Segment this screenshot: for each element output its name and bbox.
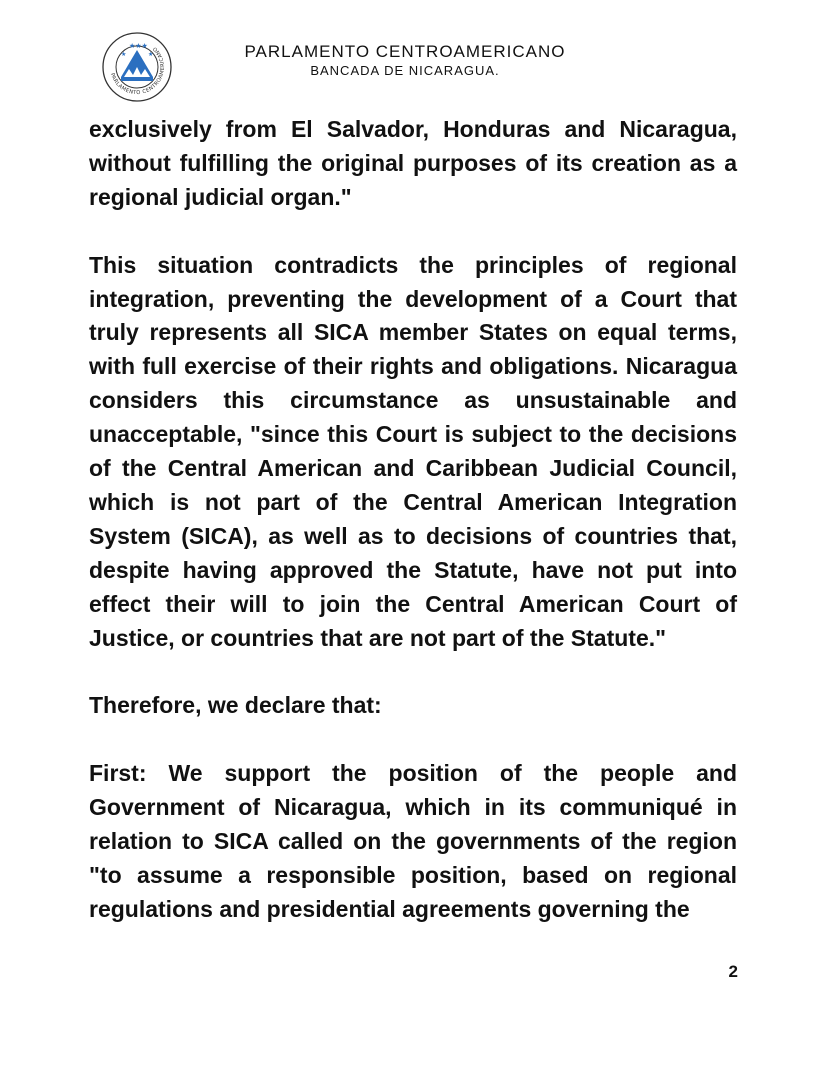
svg-text:★: ★ <box>148 51 154 58</box>
svg-text:★: ★ <box>121 51 127 58</box>
header-subtitle: BANCADA DE NICARAGUA. <box>310 63 500 78</box>
seal-icon <box>101 31 173 103</box>
paragraph-4: First: We support the position of the people and Government of Nicaragua, which in its communiqué in relation to SICA called on the governments of the region "to assume a responsible position, based on regional regulations and presidential agreements governing the <box>89 760 737 922</box>
svg-text:★★★: ★★★ <box>129 42 148 50</box>
page-number: 2 <box>728 962 738 981</box>
document-body <box>89 113 737 961</box>
header-title: PARLAMENTO CENTROAMERICANO <box>244 42 566 61</box>
document-header <box>195 42 615 79</box>
paragraph-2: This situation contradicts the principles of regional integration, preventing the development of a Court that truly represents all SICA member States on equal terms, with full exercise of their rights and obligations. Nicaragua considers this circumstance as unsustainable and unacceptable, "since this Court is subject to the decisions of the Central American and Caribbean Judicial Council, which is not part of the Central American Integration System (SICA), as well as to decisions of countries that, despite having approved the Statute, have not put into effect their will to join the Central American Court of Justice, or countries that are not part of the Statute." <box>89 251 737 651</box>
paragraph-1: exclusively from El Salvador, Honduras and Nicaragua, without fulfilling the original purposes of its creation as a regional judicial organ." <box>89 116 737 210</box>
parlacen-seal-logo <box>101 31 173 103</box>
svg-text:PARLAMENTO CENTROAMERICANO: PARLAMENTO CENTROAMERICANO <box>108 45 167 97</box>
paragraph-3: Therefore, we declare that: <box>89 692 382 719</box>
